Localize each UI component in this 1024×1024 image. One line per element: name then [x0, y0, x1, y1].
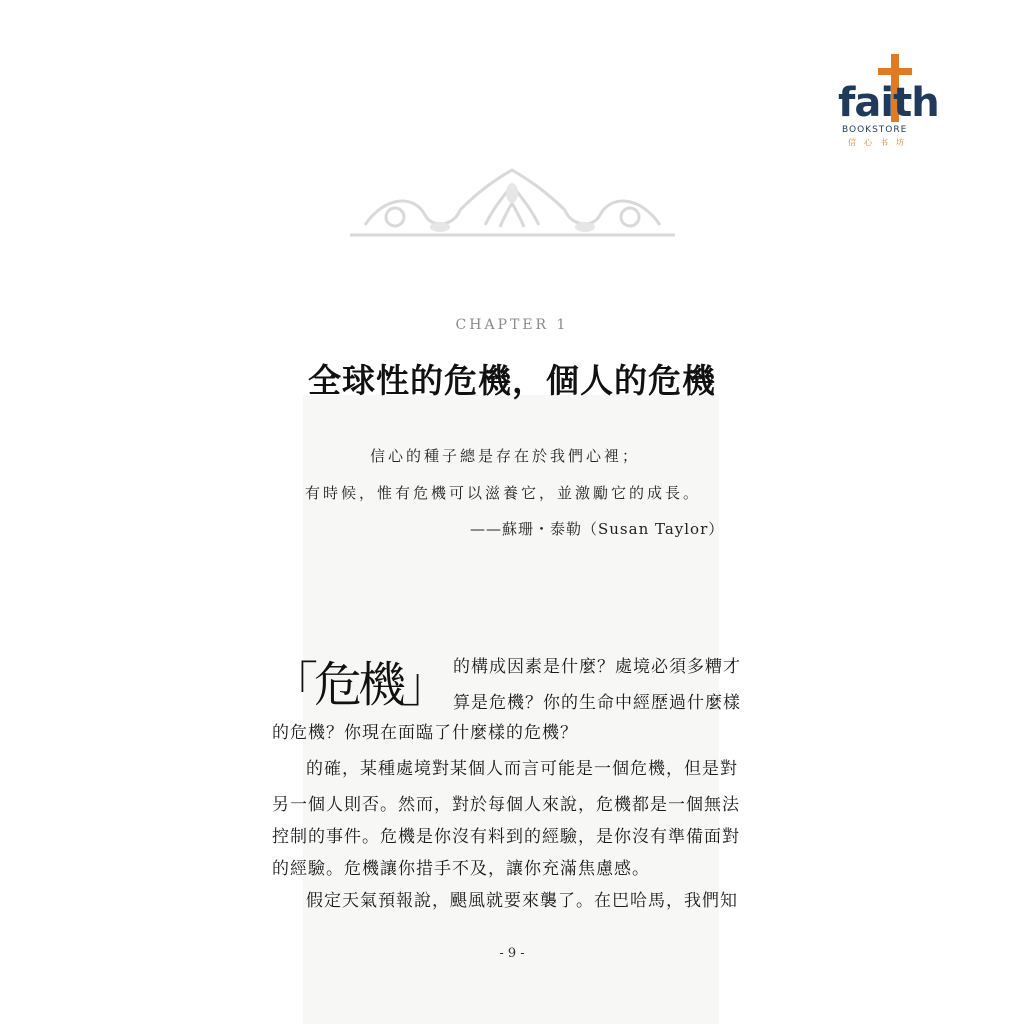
logo-subtitle: BOOKSTORE [842, 125, 908, 135]
body-line: 的危機？你現在面臨了什麼樣的危機？ [272, 723, 578, 743]
chapter-title: 全球性的危機，個人的危機 [308, 361, 716, 400]
epigraph-line-2: 有時候，惟有危機可以滋養它，並激勵它的成長。 [305, 484, 702, 502]
page-number: - 9 - [499, 946, 525, 961]
body-line: 的構成因素是什麼？處境必須多糟才 [453, 657, 741, 677]
epigraph-line-1: 信心的種子總是存在於我們心裡； [370, 447, 641, 465]
body-line: 假定天氣預報說，颶風就要來襲了。在巴哈馬，我們知 [306, 891, 738, 911]
chapter-label: CHAPTER 1 [455, 317, 569, 333]
body-line: 另一個人則否。然而，對於每個人來說，危機都是一個無法 [272, 795, 740, 815]
drop-cap: 「危機」 [270, 657, 447, 713]
body-line: 控制的事件。危機是你沒有料到的經驗，是你沒有準備面對 [272, 827, 740, 847]
logo-word: faith [838, 80, 939, 126]
body-line: 算是危機？你的生命中經歷過什麼樣 [453, 693, 741, 713]
faith-bookstore-logo [832, 52, 942, 152]
epigraph-attribution: ——蘇珊・泰勒（Susan Taylor） [470, 520, 725, 538]
body-line: 的確，某種處境對某個人而言可能是一個危機，但是對 [306, 759, 738, 779]
logo-chinese: 信心书坊 [848, 138, 912, 147]
body-line: 的經驗。危機讓你措手不及，讓你充滿焦慮感。 [272, 859, 650, 879]
decorative-ornament-icon [345, 165, 680, 240]
